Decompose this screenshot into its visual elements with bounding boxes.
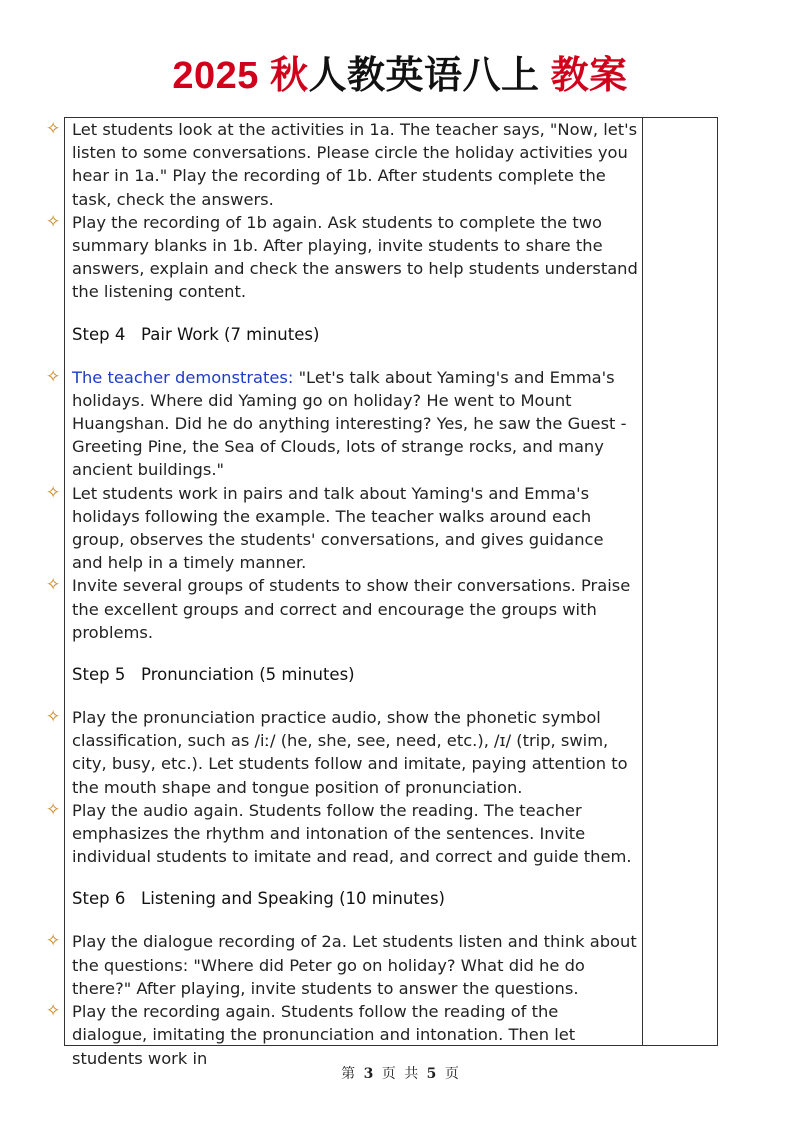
page-total: 5 — [426, 1066, 437, 1082]
page-footer — [0, 1063, 800, 1083]
sparkle-bullet-icon: ✧ — [46, 575, 61, 596]
list-item — [46, 118, 638, 211]
footer-suffix: 页 — [444, 1066, 459, 1082]
list-item — [46, 930, 638, 1000]
list-item — [46, 366, 638, 482]
title-season: 秋 — [270, 55, 309, 97]
document-title — [0, 52, 800, 100]
list-item-text: Play the recording again. Students follow the reading of the dialogue, imitating the pronunciation and intonation. Then let students work in — [72, 1002, 576, 1068]
demo-text: "Let's talk about Yaming's and Emma's holidays. Where did Yaming go on holiday? He went to Mount Huangshan. Did he do anything interesting? Yes, he saw the Guest - Greeting Pine, the Sea of Clouds, lots of strange rocks, and many ancient buildings." — [72, 367, 627, 480]
step-heading: Step 5 Pronunciation (5 minutes) — [72, 665, 355, 685]
page-number: 3 — [363, 1066, 374, 1082]
list-item-text: Play the dialogue recording of 2a. Let students listen and think about the questions: "Where did Peter go on holiday? What did he do there?" After playing, invite students to answer the questions. — [72, 932, 637, 998]
list-item-text: Let students work in pairs and talk about Yaming's and Emma's holidays following the example. The teacher walks around each group, observes the students' conversations, and gives guidance and help in a timely manner. — [72, 483, 604, 573]
list-item — [46, 574, 638, 644]
list-item-text: Let students look at the activities in 1a. The teacher says, "Now, let's listen to some conversations. Please circle the holiday activities you hear in 1a." Play the recording of 1b. After students complete the task, check the answers. — [72, 120, 638, 209]
title-course: 人教英语八上 — [308, 55, 540, 97]
sparkle-bullet-icon: ✧ — [46, 366, 61, 387]
step-heading: Step 6 Listening and Speaking (10 minutes) — [72, 889, 445, 909]
list-item-text: Play the recording of 1b again. Ask students to complete the two summary blanks in 1b. After playing, invite students to share the answers, explain and check the answers to help students understand the listening content. — [72, 212, 638, 302]
step-heading: Step 4 Pair Work (7 minutes) — [72, 324, 320, 344]
sparkle-bullet-icon: ✧ — [46, 707, 61, 728]
footer-prefix: 第 — [341, 1066, 356, 1082]
list-item — [46, 211, 638, 304]
title-year: 2025 — [172, 55, 259, 97]
list-item — [46, 1000, 638, 1070]
title-doc-type: 教案 — [550, 55, 628, 97]
list-item — [46, 482, 638, 575]
sparkle-bullet-icon: ✧ — [46, 931, 61, 952]
demo-label: The teacher demonstrates: — [72, 367, 294, 387]
list-item — [46, 799, 638, 869]
list-item-text: Play the audio again. Students follow the reading. The teacher emphasizes the rhythm and intonation of the sentences. Invite individual students to imitate and read, and correct and guide them. — [72, 800, 632, 867]
list-item — [46, 706, 638, 799]
sparkle-bullet-icon: ✧ — [46, 1001, 61, 1022]
sparkle-bullet-icon: ✧ — [46, 799, 61, 820]
table-column-divider — [642, 117, 643, 1046]
list-item-text: Play the pronunciation practice audio, show the phonetic symbol classification, such as /iː/ (he, she, see, need, etc.), /ɪ/ (trip, swim, city, busy, etc.). Let students follow and imitate, paying attention to the mouth shape and tongue position of pronunciation. — [72, 708, 628, 797]
sparkle-bullet-icon: ✧ — [46, 119, 61, 139]
sparkle-bullet-icon: ✧ — [46, 482, 61, 503]
footer-middle: 页 共 — [381, 1066, 419, 1082]
sparkle-bullet-icon: ✧ — [46, 211, 61, 232]
list-item-text: Invite several groups of students to show their conversations. Praise the excellent groups and correct and encourage the groups with problems. — [72, 576, 631, 642]
lesson-content — [46, 118, 638, 1070]
